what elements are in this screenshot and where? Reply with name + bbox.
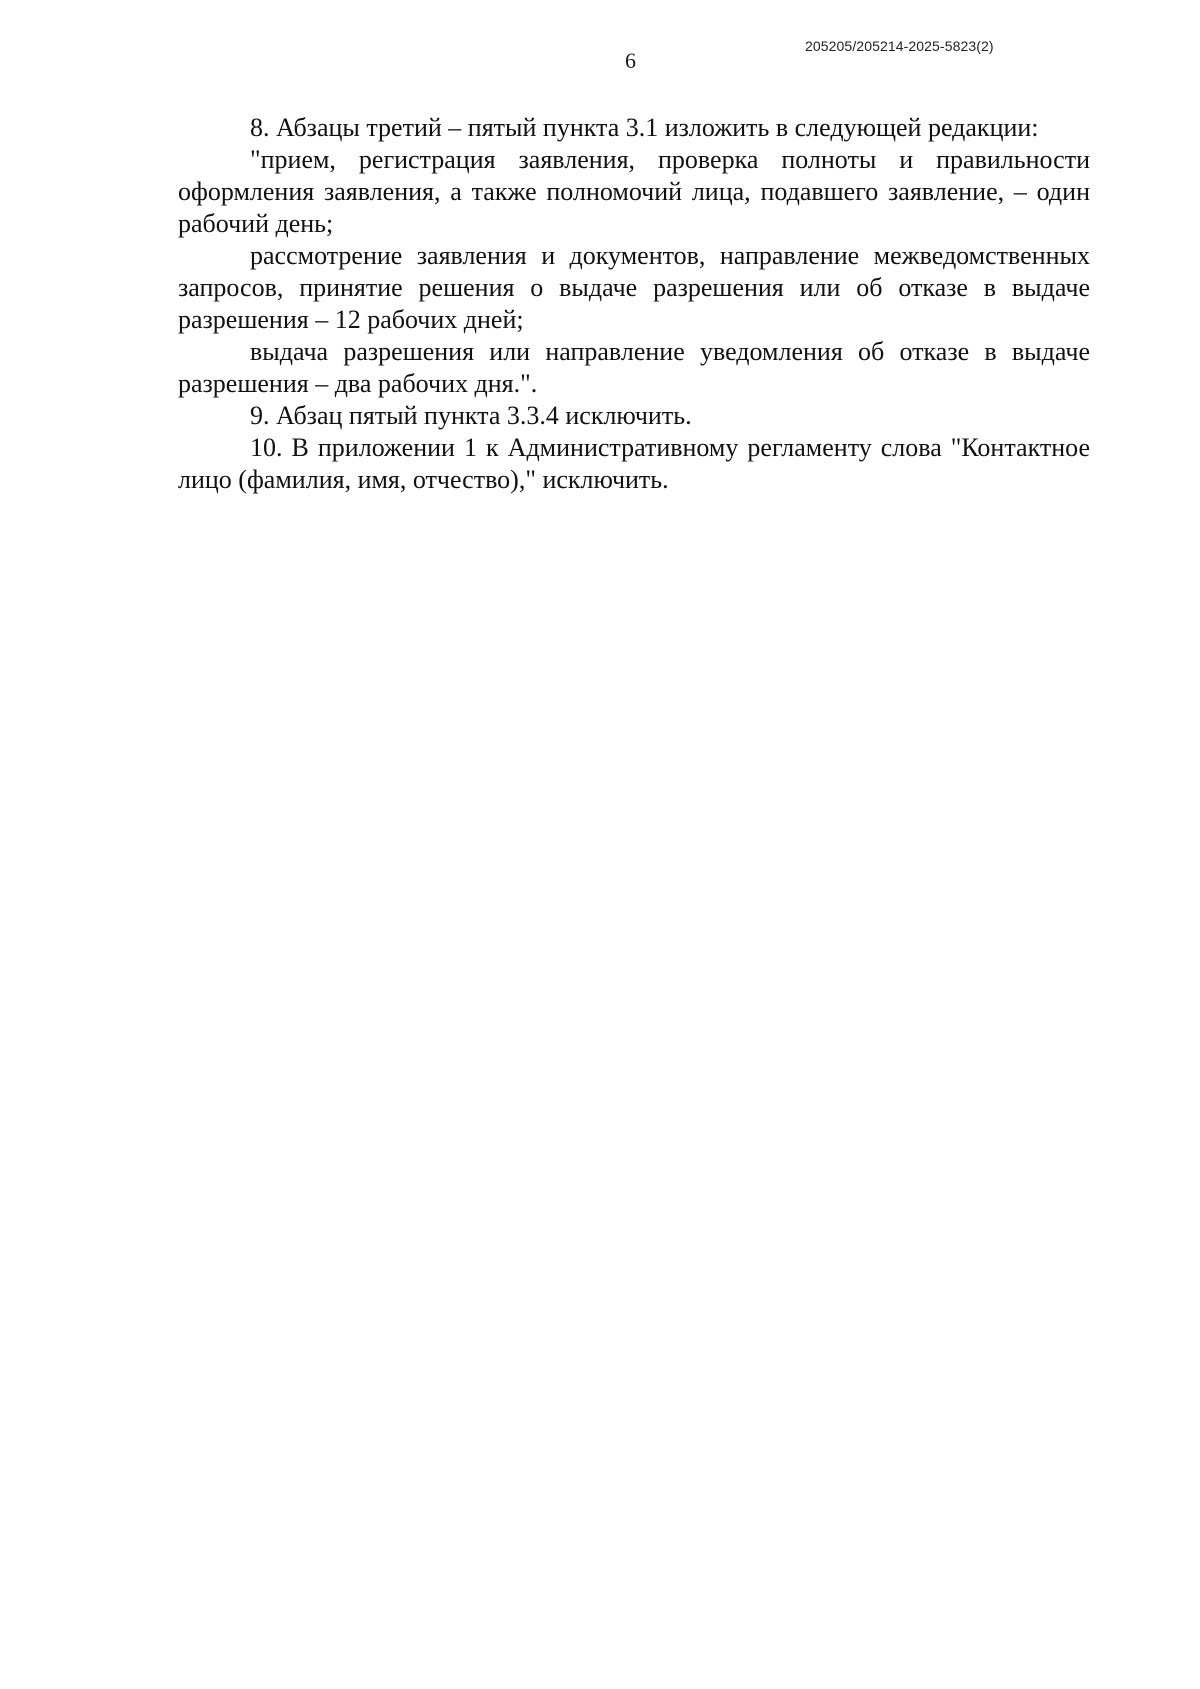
page-number: 6 bbox=[625, 48, 636, 73]
document-body bbox=[178, 112, 1090, 496]
document-id: 205205/205214-2025-5823(2) bbox=[805, 38, 994, 54]
paragraph-quote-line-1: "прием, регистрация заявления, проверка полноты и правильности оформления заявления, а также полномочий лица, подавшего заявление, – один рабочий день; bbox=[178, 145, 1090, 238]
paragraph-item-9: 9. Абзац пятый пункта 3.3.4 исключить. bbox=[250, 401, 692, 430]
paragraph-quote-line-3: выдача разрешения или направление уведомления об отказе в выдаче разрешения – два рабочих дня.". bbox=[178, 337, 1090, 398]
paragraph-quote-line-2: рассмотрение заявления и документов, направление межведомственных запросов, принятие решения о выдаче разрешения или об отказе в выдаче разрешения – 12 рабочих дней; bbox=[178, 241, 1090, 334]
paragraph-item-10: 10. В приложении 1 к Административному регламенту слова "Контактное лицо (фамилия, имя, отчество)," исключить. bbox=[178, 433, 1090, 494]
paragraph-item-8: 8. Абзацы третий – пятый пункта 3.1 изложить в следующей редакции: bbox=[250, 113, 1039, 142]
